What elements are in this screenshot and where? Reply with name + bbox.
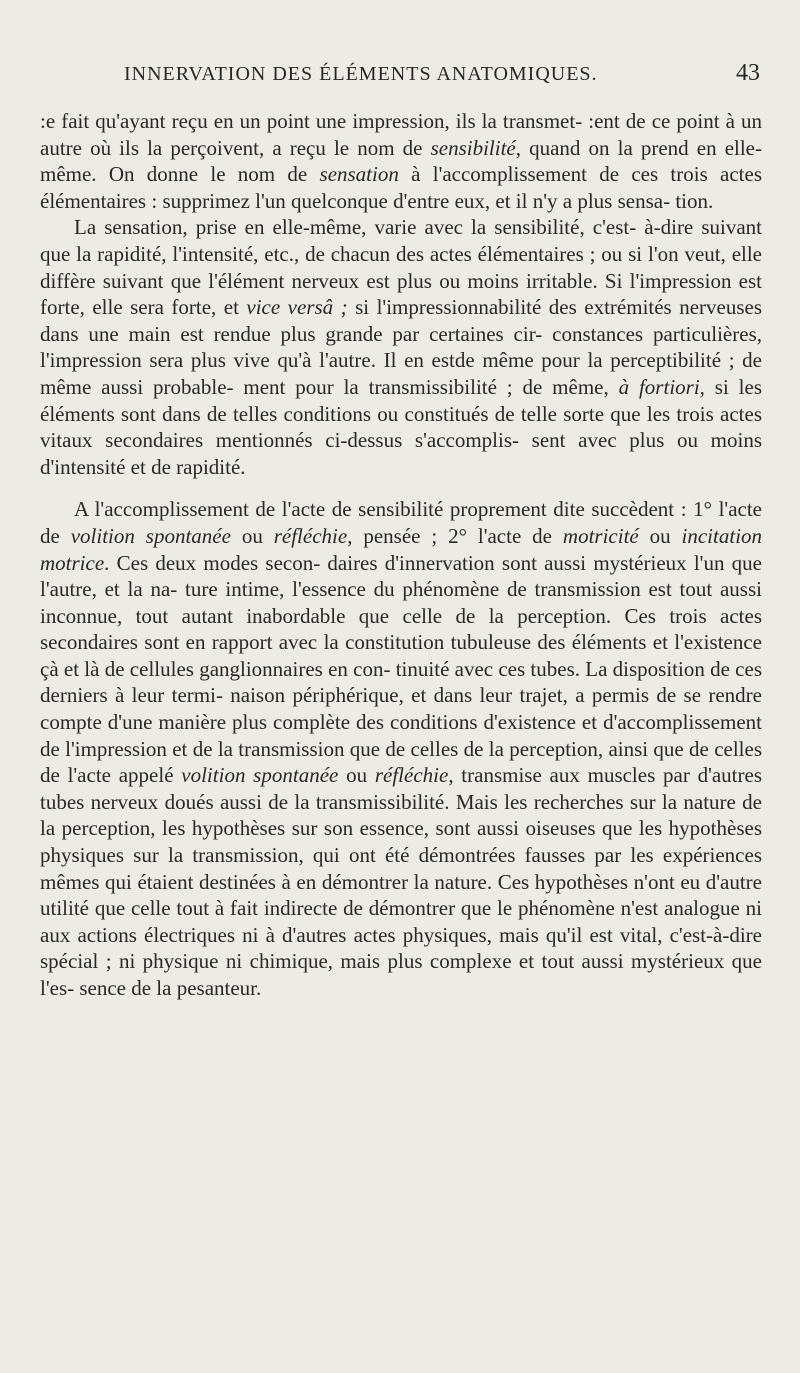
text-run: à l'accomplissement de ces trois actes élémentaires : supprimez l'un quelconque d'entre eux, et il n'y a plus sensa- tion. xyxy=(40,162,763,213)
text-run: La sensation, prise en elle-même, varie avec la sensibilité, c'est- à-dire suivant que la rapidité, l'intensité, etc., de chacun des actes élémentaires ; ou si l'on veut, elle diffère suivant que l'élément nerveux est plus ou moins irritable. Si l'impression est forte, elle sera forte, et xyxy=(40,215,762,320)
paragraph-1 xyxy=(40,108,762,214)
text-run: ou xyxy=(230,523,274,548)
text-run: , transmise aux muscles par d'autres tubes nerveux doués aussi de la transmissibilité. Mais les recherches sur la nature de la perception, les hypothèses sur son essence, sont aussi oiseuses que les hypothèses physiques sur la transmission, qui ont été démontrées fausses par les expériences mêmes qui étaient destinées à en démontrer la nature. Ces hypothèses n'ont eu d'autre utilité que celle tout à fait indirecte de démontrer que le phénomène n'est analogue ni aux actions électriques ni à d'autres actes physiques, mais qu'il est vital, c'est-à-dire spécial ; ni physique ni chimique, mais plus complexe et tout aussi mystérieux que l'es- sence de la pesanteur. xyxy=(40,763,762,1000)
text-run: , si les éléments sont dans de telles conditions ou constitués de telle sorte que les trois actes vitaux secondaires mentionnés ci-dessus s'accomplis- sent avec plus ou moins d'intensité et de rapidité. xyxy=(40,374,762,479)
running-head xyxy=(124,60,760,88)
text-run: :e fait qu'ayant reçu en un point une impression, ils la transmet- :ent de ce point à un autre où ils la perçoivent, a reçu le nom de xyxy=(40,109,762,160)
italic-term: à fortiori xyxy=(618,374,700,399)
italic-term: sensation xyxy=(319,162,399,187)
text-run: ou xyxy=(638,523,682,548)
italic-term: incitation motrice xyxy=(40,523,763,575)
text-run: ou xyxy=(338,763,375,788)
italic-term: réfléchie xyxy=(374,763,449,788)
text-run: , quand on la prend en elle-même. On donne le nom de xyxy=(40,135,762,187)
running-title: INNERVATION DES ÉLÉMENTS ANATOMIQUES. xyxy=(124,63,598,85)
italic-term: sensibilité xyxy=(430,135,516,160)
text-run: , pensée ; 2° l'acte de xyxy=(347,523,563,548)
italic-term: vice versâ ; xyxy=(246,295,348,320)
italic-term: volition spontanée xyxy=(70,523,231,548)
italic-term: réfléchie xyxy=(273,523,348,548)
italic-term: motricité xyxy=(562,523,639,548)
page-number: 43 xyxy=(736,60,760,86)
paragraph-2 xyxy=(40,214,762,480)
text-run: A l'accomplissement de l'acte de sensibilité proprement dite succèdent : 1° l'acte de xyxy=(40,497,762,548)
text-run: . Ces deux modes secon- daires d'innervation sont aussi mystérieux l'un que l'autre, et la na- ture intime, l'essence du phénomène de transmission est tout aussi inconnue, tout autant inabordable que celle de la perception. Ces trois actes secondaires sont en rapport avec la constitution tubuleuse des éléments et l'existence çà et là de cellules ganglionnaires en con- tinuité avec ces tubes. La disposition de ces derniers à leur termi- naison périphérique, et dans leur trajet, a permis de se rendre compte d'une manière plus complète des conditions d'existence et d'accomplissement de l'impression et de la transmission que de celles de la perception, ainsi que de celles de l'acte appelé xyxy=(40,550,762,788)
text-run: si l'impressionnabilité des extrémités nerveuses dans une main est rendue plus grande par certaines cir- constances particulières, l'impression sera plus vive qu'à l'autre. Il en estde même pour la perceptibilité ; de même aussi probable- ment pour la transmissibilité ; de même, xyxy=(40,295,762,399)
italic-term: volition spontanée xyxy=(181,763,339,788)
body-text xyxy=(40,108,762,1002)
paragraph-3 xyxy=(40,496,762,1001)
